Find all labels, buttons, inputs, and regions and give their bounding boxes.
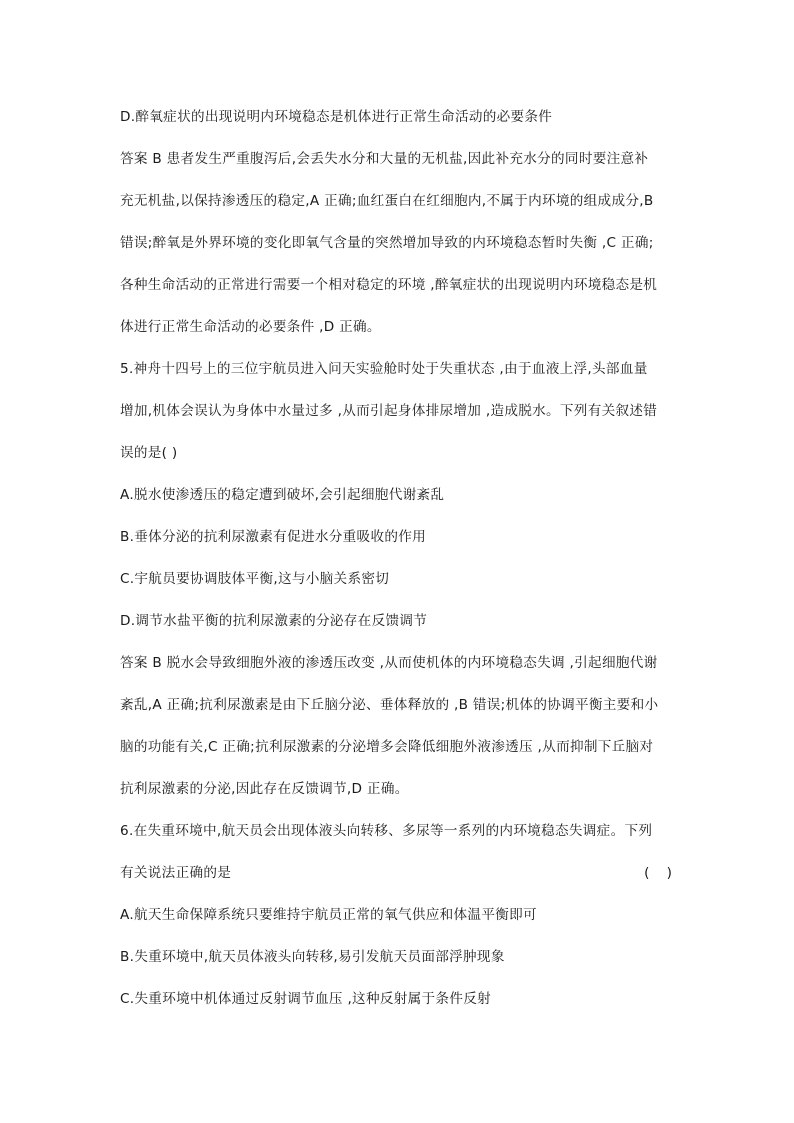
q6-option-c: C.失重环境中机体通过反射调节血压 ,这种反射属于条件反射 <box>120 991 491 1007</box>
q4-option-d: D.醉氧症状的出现说明内环境稳态是机体进行正常生命活动的必要条件 <box>120 109 553 125</box>
q4-answer-line-5: 体进行正常生命活动的必要条件 ,D 正确。 <box>120 319 381 335</box>
q5-option-a: A.脱水使渗透压的稳定遭到破坏,会引起细胞代谢紊乱 <box>120 487 445 503</box>
q5-stem-line-2: 增加,机体会误认为身体中水量过多 ,从而引起身体排尿增加 ,造成脱水。下列有关叙述错 <box>120 403 658 419</box>
q5-answer-line-4: 抗利尿激素的分泌,因此存在反馈调节,D 正确。 <box>120 781 409 797</box>
q5-option-b: B.垂体分泌的抗利尿激素有促进水分重吸收的作用 <box>120 529 427 545</box>
q6-option-a: A.航天生命保障系统只要维持宇航员正常的氧气供应和体温平衡即可 <box>120 907 537 923</box>
q5-answer-line-3: 脑的功能有关,C 正确;抗利尿激素的分泌增多会降低细胞外液渗透压 ,从而抑制下丘脑对 <box>120 739 654 755</box>
q5-option-c: C.宇航员要协调肢体平衡,这与小脑关系密切 <box>120 571 390 587</box>
q5-option-d: D.调节水盐平衡的抗利尿激素的分泌存在反馈调节 <box>120 613 428 629</box>
q5-stem-line-1: 5.神舟十四号上的三位宇航员进入问天实验舱时处于失重状态 ,由于血液上浮,头部血量 <box>120 361 648 377</box>
q6-option-b: B.失重环境中,航天员体液头向转移,易引发航天员面部浮肿现象 <box>120 949 505 965</box>
q6-answer-blank: ( ) <box>644 865 672 881</box>
q4-answer-line-4: 各种生命活动的正常进行需要一个相对稳定的环境 ,醉氧症状的出现说明内环境稳态是机 <box>120 277 658 293</box>
q5-answer-line-1: 答案 B 脱水会导致细胞外液的渗透压改变 ,从而使机体的内环境稳态失调 ,引起细胞代谢 <box>120 655 658 671</box>
q6-stem-line-2: 有关说法正确的是 <box>120 865 232 881</box>
q4-answer-line-3: 错误;醉氧是外界环境的变化即氧气含量的突然增加导致的内环境稳态暂时失衡 ,C 正确; <box>120 235 654 251</box>
q6-stem-line-1: 6.在失重环境中,航天员会出现体液头向转移、多尿等一系列的内环境稳态失调症。下列 <box>120 823 653 839</box>
q4-answer-line-2: 充无机盐,以保持渗透压的稳定,A 正确;血红蛋白在红细胞内,不属于内环境的组成成分,B <box>120 193 654 209</box>
q5-answer-line-2: 紊乱,A 正确;抗利尿激素是由下丘脑分泌、垂体释放的 ,B 错误;机体的协调平衡主要和小 <box>120 697 659 713</box>
q4-answer-line-1: 答案 B 患者发生严重腹泻后,会丢失水分和大量的无机盐,因此补充水分的同时要注意补 <box>120 151 649 167</box>
q5-stem-line-3: 误的是( ) <box>120 445 178 461</box>
